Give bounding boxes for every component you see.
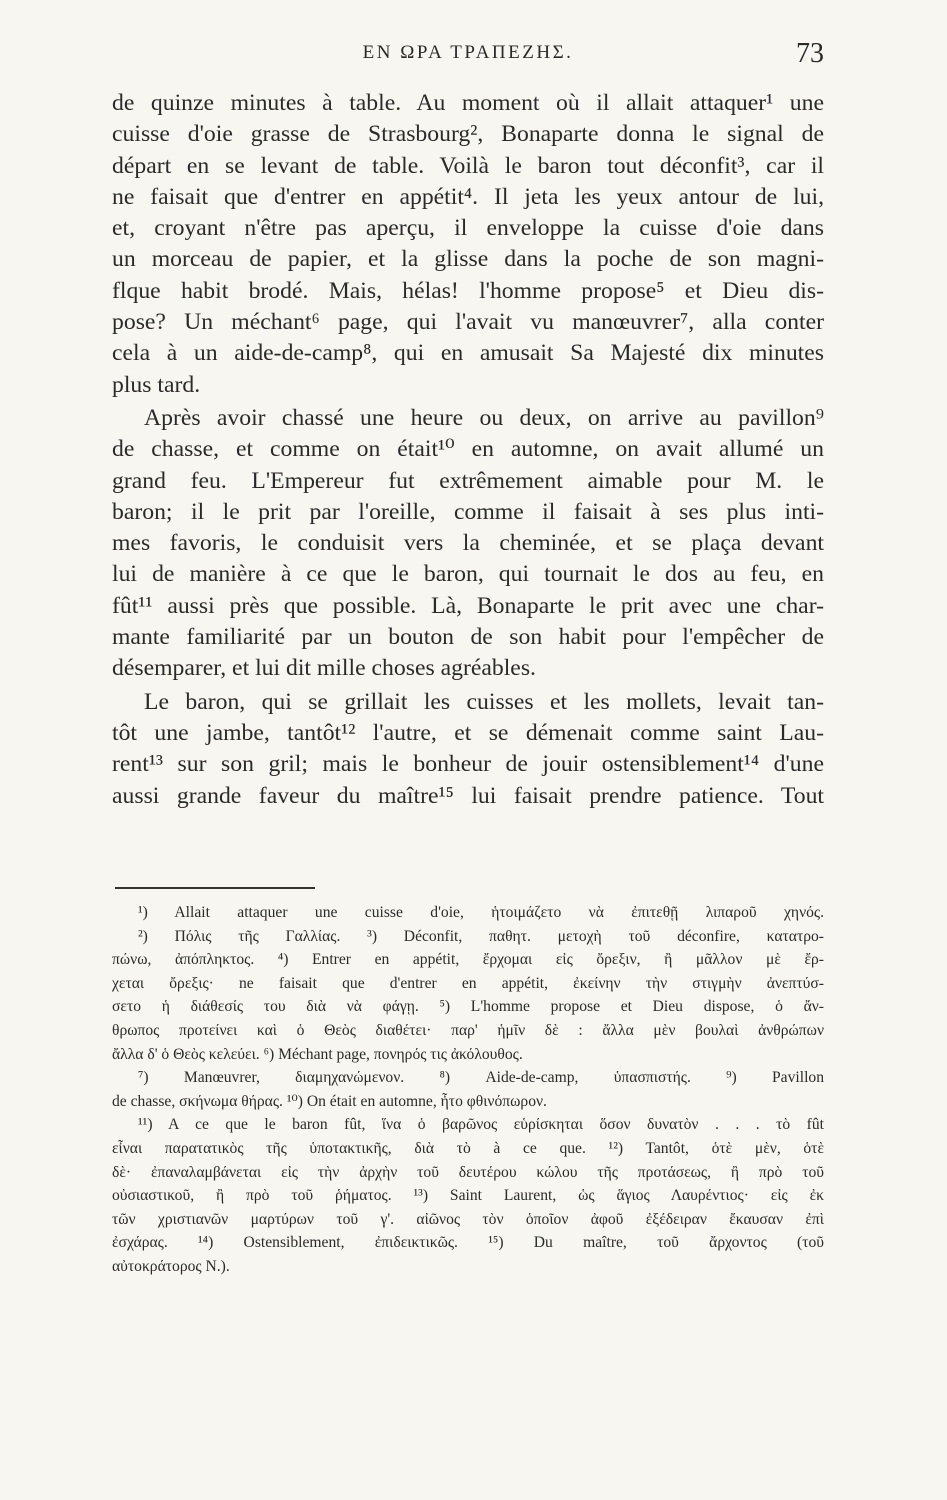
body-line: Après avoir chassé une heure ou deux, on arrive au pavillon⁹: [144, 404, 824, 431]
footnote-line: ¹¹) A ce que le baron fût, ἵνα ὁ βαρῶνος εὑρίσκηται ὅσον δυνατὸν . . . τὸ fût: [138, 1116, 824, 1134]
footnote-line: πώνω, ἀπόπληκτος. ⁴) Entrer en appétit, ἔρχομαι εἰς ὄρεξιν, ἢ μᾶλλον μὲ ἔρ-: [112, 951, 824, 969]
body-line: Le baron, qui se grillait les cuisses et les mollets, levait tan-: [144, 688, 824, 715]
body-line: grand feu. L'Empereur fut extrêmement aimable pour M. le: [112, 467, 824, 494]
body-line: cela à un aide-de-camp⁸, qui en amusait Sa Majesté dix minutes: [112, 340, 824, 367]
footnote-line: τῶν χριστιανῶν μαρτύρων τοῦ γ'. αἰῶνος τὸν ὁποῖον ἀφοῦ ἐξέδειραν ἔκαυσαν ἐπὶ: [112, 1210, 824, 1228]
body-line: lui de manière à ce que le baron, qui tournait le dos au feu, en: [112, 561, 824, 588]
footnote-line: ἐσχάρας. ¹⁴) Ostensiblement, ἐπιδεικτικῶς. ¹⁵) Du maître, τοῦ ἄρχοντος (τοῦ: [112, 1234, 824, 1252]
footnote-separator: [115, 887, 315, 889]
footnotes: [112, 901, 824, 1279]
page-header: [112, 38, 824, 78]
footnote-line: σετο ἡ διάθεσίς του διὰ νὰ φάγῃ. ⁵) L'homme propose et Dieu dispose, ὁ ἄν-: [112, 998, 824, 1016]
body-line: départ en se levant de table. Voilà le baron tout déconfit³, car il: [112, 152, 824, 179]
page-number: 73: [796, 38, 824, 69]
footnote-line: de chasse, σκήνωμα θήρας. ¹⁰) On était en automne, ἦτο φθινόπωρον.: [112, 1092, 547, 1110]
footnote-line: ¹) Allait attaquer une cuisse d'oie, ἡτοιμάζετο νὰ ἐπιτεθῇ λιπαροῦ χηνός.: [138, 904, 824, 921]
body-line: pose? Un méchant⁶ page, qui l'avait vu manœuvrer⁷, alla conter: [112, 309, 824, 336]
footnote-line: οὐσιαστικοῦ, ἢ πρὸ τοῦ ῥήματος. ¹³) Saint Laurent, ὡς ἅγιος Λαυρέντιος· εἰς ἐκ: [112, 1187, 824, 1205]
body-line: cuisse d'oie grasse de Strasbourg², Bonaparte donna le signal de: [112, 121, 824, 148]
body-line: mes favoris, le conduisit vers la cheminée, et se plaça devant: [112, 530, 824, 557]
body-line: baron; il le prit par l'oreille, comme il faisait à ses plus inti-: [112, 498, 824, 525]
body-line: de chasse, et comme on était¹⁰ en automne, on avait allumé un: [112, 436, 824, 463]
footnote-line: θρωπος προτείνει καὶ ὁ Θεὸς διαθέτει· παρ' ἡμῖν δὲ : ἄλλα μὲν βουλαὶ ἀνθρώπων: [112, 1021, 824, 1039]
body-line: plus tard.: [112, 371, 201, 398]
body-line: désemparer, et lui dit mille choses agréables.: [112, 655, 536, 682]
body-line: rent¹³ sur son gril; mais le bonheur de jouir ostensiblement¹⁴ d'une: [112, 751, 824, 778]
body-line: ne faisait que d'entrer en appétit⁴. Il jeta les yeux antour de lui,: [112, 183, 824, 210]
body-line: aussi grande faveur du maître¹⁵ lui faisait prendre patience. Tout: [112, 782, 824, 809]
footnote-line: χεται ὄρεξις· ne faisait que d'entrer en appétit, ἐκείνην τὴν στιγμὴν ἀνεπτύσ-: [112, 974, 824, 992]
footnote-line: δὲ· ἐπαναλαμβάνεται εἰς τὴν ἀρχὴν τοῦ δευτέρου κώλου τῆς προτάσεως, ἢ πρὸ τοῦ: [112, 1163, 824, 1181]
body-line: mante familiarité par un bouton de son habit pour l'empêcher de: [112, 624, 824, 651]
footnote-line: ἄλλα δ' ὁ Θεὸς κελεύει. ⁶) Méchant page, πονηρός τις ἀκόλουθος.: [112, 1045, 523, 1063]
body-line: un morceau de papier, et la glisse dans la poche de son magni-: [112, 246, 824, 273]
footnote-line: εἶναι παρατατικὸς τῆς ὑποτακτικῆς, διὰ τὸ à ce que. ¹²) Tantôt, ὁτὲ μὲν, ὁτὲ: [112, 1139, 824, 1157]
running-title: ΕΝ ΩΡΑ ΤΡΑΠΕΖΗΣ.: [362, 42, 574, 63]
footnote-line: ²) Πόλις τῆς Γαλλίας. ³) Déconfit, παθητ. μετοχὴ τοῦ déconfire, κατατρο-: [138, 927, 824, 945]
body-line: fût¹¹ aussi près que possible. Là, Bonaparte le prit avec une char-: [112, 592, 824, 619]
body-line: tôt une jambe, tantôt¹² l'autre, et se démenait comme saint Lau-: [112, 719, 824, 746]
main-text: [112, 88, 824, 812]
footnote-line: αὐτοκράτορος Ν.).: [112, 1257, 230, 1275]
body-line: et, croyant n'être pas aperçu, il enveloppe la cuisse d'oie dans: [112, 215, 824, 242]
body-line: flque habit brodé. Mais, hélas! l'homme propose⁵ et Dieu dis-: [112, 277, 824, 304]
footnote-line: ⁷) Manœuvrer, διαμηχανώμενον. ⁸) Aide-de-camp, ὑπασπιστής. ⁹) Pavillon: [138, 1069, 824, 1087]
body-line: de quinze minutes à table. Au moment où il allait attaquer¹ une: [112, 90, 824, 116]
